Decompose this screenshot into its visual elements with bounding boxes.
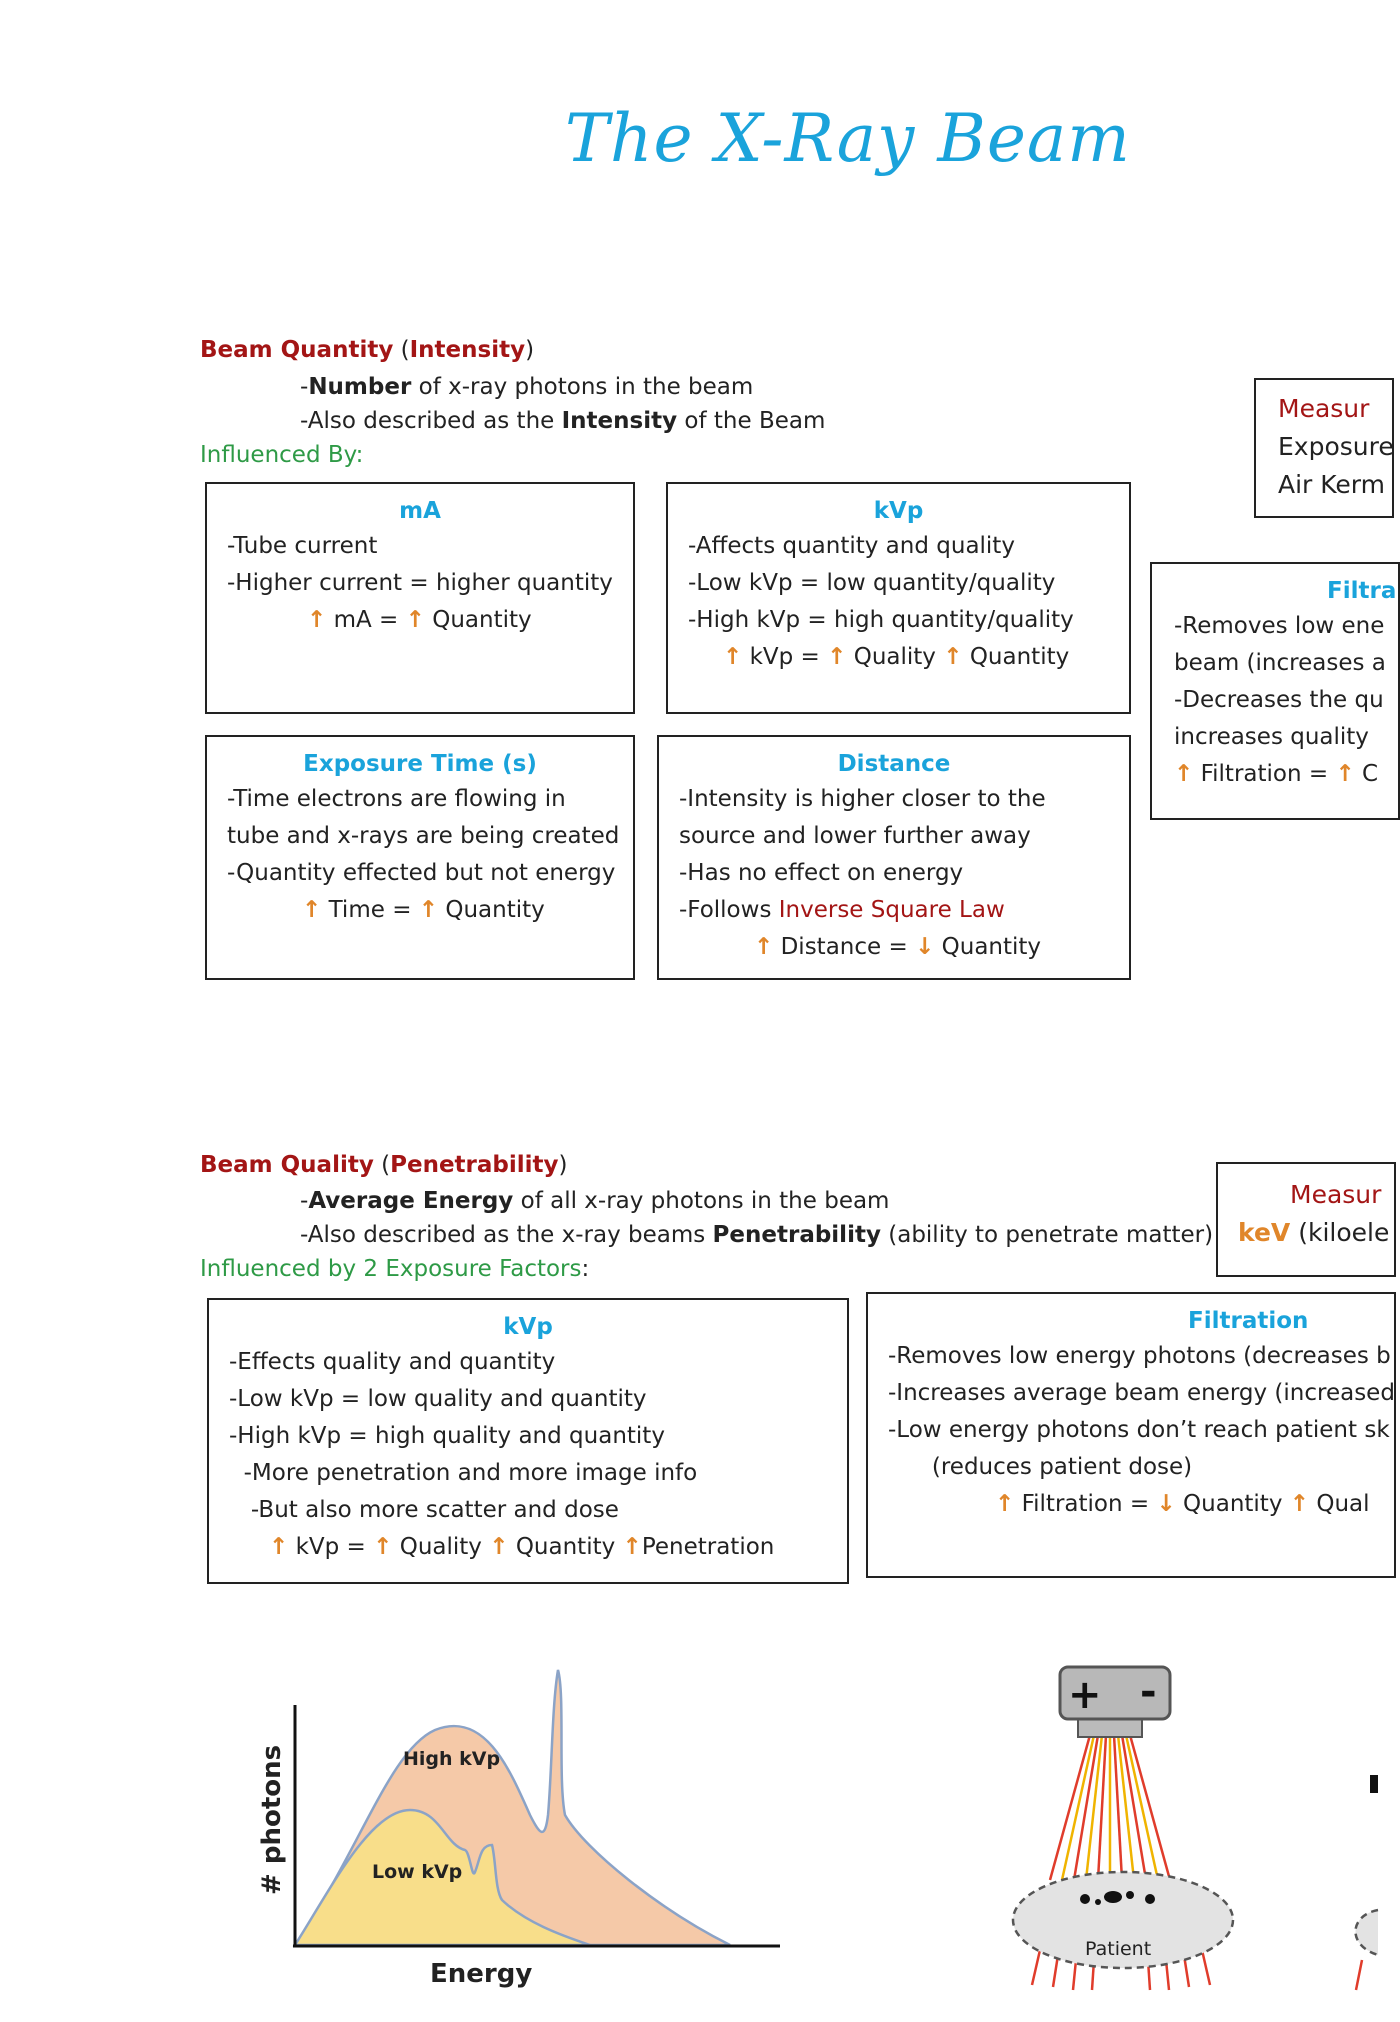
text: of the Beam: [677, 408, 826, 434]
text: of all x-ray photons in the beam: [513, 1188, 890, 1214]
filtration-line: -Increases average beam energy (increased: [888, 1380, 1395, 1406]
arrow-up-icon: ↑: [827, 644, 847, 670]
text: -: [300, 1188, 309, 1214]
filtration-line: -Removes low ene: [1174, 613, 1385, 639]
text: Quantity: [969, 644, 1070, 670]
arrow-up-icon: ↑: [723, 644, 743, 670]
time-line: -Quantity effected but not energy: [227, 860, 616, 886]
quantity-filtration-box: [1150, 562, 1400, 820]
text: kVp =: [295, 1534, 374, 1560]
filtration-line: (reduces patient dose): [888, 1454, 1193, 1480]
kvp-title: kVp: [503, 1314, 553, 1340]
arrow-up-icon: ↑: [995, 1491, 1015, 1517]
page-title: The X-Ray Beam: [565, 100, 1131, 177]
time-line: -Time electrons are flowing in: [227, 786, 566, 812]
exposure-time-box: [205, 735, 635, 980]
time-arrow-line: [207, 892, 633, 929]
label-low-kvp: Low kVp: [372, 1861, 463, 1883]
arrow-up-icon: ↑: [373, 1534, 393, 1560]
arrow-up-icon: ↑: [302, 897, 322, 923]
arrow-up-icon: ↑: [1174, 761, 1194, 787]
arrow-up-icon: ↑: [1289, 1491, 1310, 1517]
arrow-up-icon: ↑: [1335, 761, 1355, 787]
kvp-line: -Low kVp = low quantity/quality: [688, 570, 1056, 596]
distance-line: source and lower further away: [679, 823, 1031, 849]
partial-patient: [1355, 1910, 1378, 1955]
quantity-measure-box: [1254, 378, 1394, 518]
kvp-line: -High kVp = high quantity/quality: [688, 607, 1074, 633]
ma-arrow-line: [207, 602, 633, 639]
kvp-arrow-line: [209, 1529, 847, 1566]
text-bold: Number: [308, 374, 412, 400]
text: Qual: [1316, 1491, 1370, 1517]
time-title: Exposure Time (s): [303, 751, 537, 777]
filtration-arrow-line: [868, 1486, 1394, 1523]
text: of x-ray photons in the beam: [411, 374, 754, 400]
distance-follows-line: [659, 892, 1129, 929]
text: Quantity: [515, 1534, 623, 1560]
distance-line: -Has no effect on energy: [679, 860, 964, 886]
quality-line-1: [300, 1184, 889, 1218]
label-high-kvp: High kVp: [403, 1748, 501, 1770]
text: Filtration =: [1200, 761, 1336, 787]
arrow-up-icon: ↑: [307, 607, 327, 633]
patient-label: Patient: [1085, 1938, 1152, 1960]
arrow-up-icon: ↑: [754, 934, 774, 960]
y-axis-label: # photons: [257, 1744, 287, 1895]
text: Quality: [399, 1534, 490, 1560]
quality-measure-box: [1216, 1162, 1396, 1277]
paren: (: [381, 1152, 391, 1178]
spectrum-chart: [240, 1650, 800, 2000]
text: Time =: [328, 897, 419, 923]
paren: (: [400, 337, 410, 363]
kvp-line: -Low kVp = low quality and quantity: [229, 1386, 647, 1412]
arrow-down-icon: ↓: [1156, 1491, 1176, 1517]
arrow-up-icon: ↑: [418, 897, 439, 923]
kvp-line: -Affects quantity and quality: [688, 533, 1015, 559]
cathode-minus: -: [1140, 1669, 1157, 1715]
filtration-title: Filtra: [1327, 578, 1397, 604]
text: Quantity: [1183, 1491, 1290, 1517]
filtration-line: increases quality: [1174, 724, 1369, 750]
distance-line: -Intensity is higher closer to the: [679, 786, 1046, 812]
filtration-line: -Decreases the qu: [1174, 687, 1384, 713]
measure-kev-line: [1218, 1214, 1394, 1252]
distance-arrow-line: [659, 929, 1129, 966]
text: Influenced by 2 Exposure Factors: [200, 1256, 582, 1282]
time-line: tube and x-rays are being created: [227, 823, 620, 849]
inverse-square-law: Inverse Square Law: [778, 897, 1005, 923]
text: kVp =: [749, 644, 828, 670]
tube-diagram: [990, 1655, 1378, 2000]
quantity-line-2: [300, 404, 825, 438]
filtration-line: -Removes low energy photons (decreases b: [888, 1343, 1391, 1369]
distance-title: Distance: [837, 751, 951, 777]
anode-plus: +: [1068, 1672, 1102, 1718]
text-bold: Average Energy: [308, 1188, 514, 1214]
xray-beam-lines: [1050, 1735, 1170, 1880]
arrow-up-icon: ↑: [943, 644, 963, 670]
arrow-up-icon: ↑: [622, 1534, 642, 1560]
x-axis-label: Energy: [430, 1959, 533, 1989]
quality-influenced: [200, 1252, 589, 1286]
ma-line: -Tube current: [227, 533, 378, 559]
filtration-line: beam (increases a: [1174, 650, 1386, 676]
text-bold: Penetrability: [712, 1222, 881, 1248]
measure-line-2: Air Kerm: [1278, 470, 1385, 499]
text: Quantity: [445, 897, 545, 923]
ma-box: [205, 482, 635, 714]
quantity-influenced: Influenced By:: [200, 442, 364, 468]
text: Penetration: [641, 1534, 775, 1560]
quantity-kvp-box: [666, 482, 1131, 714]
paren: ): [525, 337, 535, 363]
kvp-line: -High kVp = high quality and quantity: [229, 1423, 665, 1449]
text: -Also described as the: [300, 408, 562, 434]
text: Quantity: [432, 607, 532, 633]
quality-heading-paren-word: Penetrability: [390, 1152, 559, 1178]
filtration-arrow-line: [1152, 756, 1398, 793]
quality-line-2: [300, 1218, 1213, 1252]
ma-title: mA: [399, 498, 441, 524]
partial-element: [1370, 1775, 1378, 1793]
text: -: [300, 374, 309, 400]
text: Quality: [853, 644, 944, 670]
kvp-arrow-line: [668, 639, 1129, 676]
quantity-line-1: [300, 370, 753, 404]
text: Filtration =: [1021, 1491, 1157, 1517]
kev-label: keV: [1238, 1218, 1291, 1247]
kvp-line: -More penetration and more image info: [229, 1460, 698, 1486]
distance-box: [657, 735, 1131, 980]
text: Distance =: [780, 934, 916, 960]
paren: ): [558, 1152, 568, 1178]
text: :: [581, 1256, 590, 1282]
quantity-heading-main: Beam Quantity: [200, 337, 394, 363]
text: C: [1362, 761, 1379, 787]
measure-title: Measur: [1290, 1180, 1382, 1209]
kvp-title: kVp: [873, 498, 924, 524]
quality-kvp-box: [207, 1298, 849, 1584]
text: (kiloele: [1290, 1218, 1390, 1247]
kvp-line: -But also more scatter and dose: [229, 1497, 619, 1523]
text-bold: Intensity: [561, 408, 678, 434]
kvp-line: -Effects quality and quantity: [229, 1349, 556, 1375]
quantity-heading: [200, 337, 534, 363]
arrow-up-icon: ↑: [489, 1534, 509, 1560]
measure-line-1: Exposure: [1278, 432, 1394, 461]
ma-line: -Higher current = higher quantity: [227, 570, 613, 596]
quantity-heading-paren-word: Intensity: [409, 337, 526, 363]
partial-ray: [1356, 1960, 1362, 1990]
text: Quantity: [941, 934, 1042, 960]
text: -Follows: [679, 897, 779, 923]
quality-filtration-box: [866, 1292, 1396, 1578]
filtration-line: -Low energy photons don’t reach patient sk: [888, 1417, 1390, 1443]
arrow-down-icon: ↓: [915, 934, 935, 960]
arrow-up-icon: ↑: [405, 607, 425, 633]
quality-heading-main: Beam Quality: [200, 1152, 374, 1178]
measure-title: Measur: [1278, 394, 1370, 423]
text: -Also described as the x-ray beams: [300, 1222, 713, 1248]
text: (ability to penetrate matter): [880, 1222, 1214, 1248]
filtration-title: Filtration: [1188, 1308, 1309, 1334]
arrow-up-icon: ↑: [269, 1534, 289, 1560]
text: mA =: [333, 607, 406, 633]
quality-heading: [200, 1152, 568, 1178]
